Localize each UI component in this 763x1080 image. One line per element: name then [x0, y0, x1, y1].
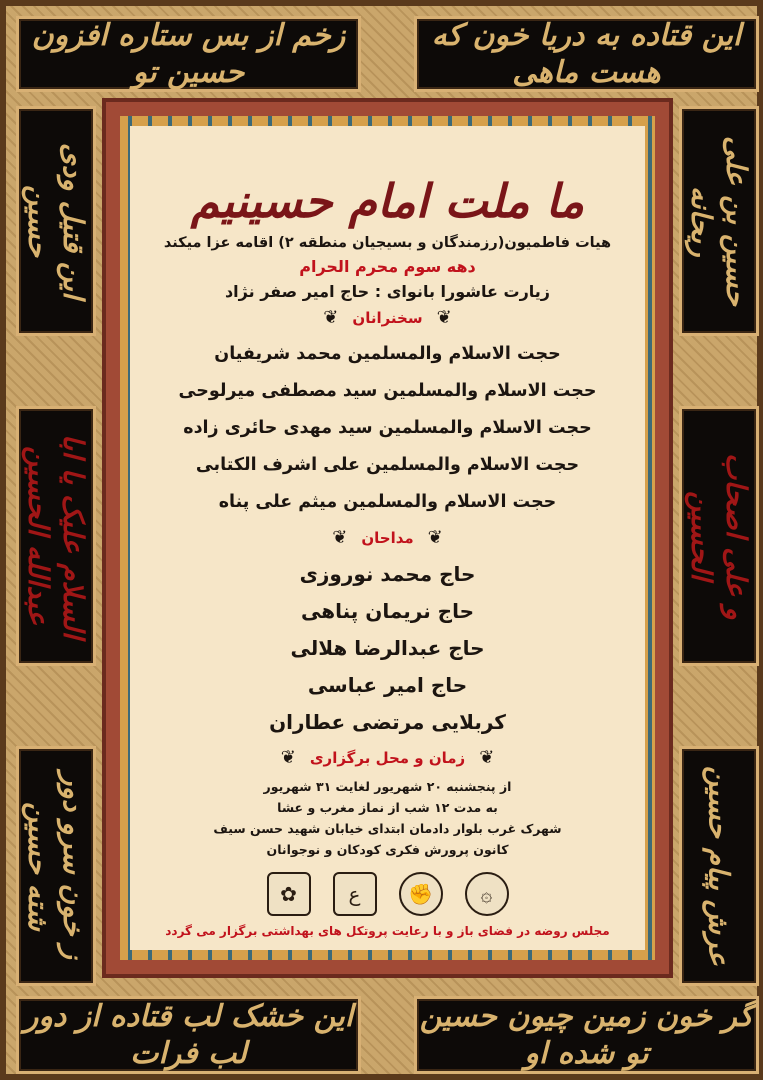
ornament-icon: ❦ — [332, 527, 348, 548]
time-heading — [130, 747, 645, 768]
banner-text: این خشک لب قتاده از دور لب فرات — [23, 998, 354, 1071]
banner-text: عرش پیام حسین — [702, 766, 736, 966]
madah-item: کربلایی مرتضی عطاران — [269, 710, 506, 734]
info-line: کانون پرورش فکری کودکان و نوجوانان — [266, 842, 509, 857]
madah-item: حاج امیر عباسی — [307, 673, 468, 697]
info-line: شهرک غرب بلوار دادمان ابتدای خیابان شهید حسن سیف — [213, 821, 562, 836]
banner-text: زخم از بس ستاره افزون حسین تو — [31, 17, 346, 90]
calligraphy-logo-icon: ع — [333, 872, 377, 916]
info-block — [130, 776, 645, 860]
madah-item: حاج نریمان پناهی — [301, 599, 474, 623]
speaker-item: حجت الاسلام والمسلمین علی اشرف الکتابی — [195, 455, 580, 475]
banner-top-left — [16, 16, 361, 92]
speakers-heading — [130, 307, 645, 328]
banner-text: و علی اصحاب الحسین — [685, 452, 753, 620]
banner-right-middle — [679, 406, 759, 666]
banner-text: ز خون سرو دور شته حسین — [22, 772, 90, 960]
banner-right-upper — [679, 106, 759, 336]
info-line: به مدت ۱۲ شب از نماز مغرب و عشا — [277, 800, 498, 815]
ornament-icon: ❦ — [280, 747, 296, 768]
center-frame — [102, 98, 673, 978]
ornament-icon: ❦ — [427, 527, 443, 548]
ziyarat-line: زیارت عاشورا بانوای : حاج امیر صفر نژاد — [224, 282, 551, 301]
madahan-heading — [130, 527, 645, 548]
poster-content — [130, 126, 645, 950]
madahan-heading-text: مداحان — [361, 528, 414, 547]
speaker-item: حجت الاسلام والمسلمین سید مصطفی میرلوحی — [178, 381, 597, 401]
decade-line: دهه سوم محرم الحرام — [299, 257, 476, 276]
banner-left-upper — [16, 106, 96, 336]
banner-text: این قتیل ودی حسین — [22, 143, 90, 299]
kanoon-logo-icon: ✿ — [267, 872, 311, 916]
banner-text: السلام علیک یا ابا عبدالله الحسین — [22, 433, 90, 639]
logo-row — [130, 872, 645, 916]
banner-bottom-left — [16, 996, 361, 1074]
madah-item: حاج عبدالرضا هلالی — [290, 636, 485, 660]
time-heading-text: زمان و محل برگزاری — [309, 748, 466, 767]
speakers-heading-text: سخنرانان — [352, 308, 423, 327]
organizer-line: هیات فاطمیون(رزمندگان و بسیجیان منطقه ۲) اقامه عزا میکند — [163, 235, 612, 251]
frame-border — [120, 116, 655, 960]
banner-left-lower — [16, 746, 96, 986]
banner-text: گر خون زمین چیون حسین تو شده او — [419, 998, 754, 1071]
ornament-icon: ❦ — [436, 307, 452, 328]
banner-left-middle — [16, 406, 96, 666]
ornament-icon: ❦ — [323, 307, 339, 328]
banner-right-lower — [679, 746, 759, 986]
fatemiyoun-logo-icon: ۞ — [465, 872, 509, 916]
banner-top-right — [414, 16, 759, 92]
poster-title: ما ملت امام حسینیم — [190, 174, 585, 228]
madah-item: حاج محمد نوروزی — [299, 562, 476, 586]
speaker-item: حجت الاسلام والمسلمین سید مهدی حائری زاده — [183, 418, 592, 438]
banner-text: این قتاده به دریا خون که هست ماهی — [431, 17, 742, 90]
speaker-item: حجت الاسلام والمسلمین میثم علی پناه — [218, 492, 557, 512]
footnote: مجلس روضه در فضای باز و با رعایت پروتکل های بهداشتی برگزار می گردد — [165, 924, 610, 938]
madahan-list — [130, 556, 645, 741]
speaker-item: حجت الاسلام والمسلمین محمد شریفیان — [214, 344, 561, 364]
ornament-icon: ❦ — [479, 747, 495, 768]
info-line: از پنجشنبه ۲۰ شهریور لغایت ۳۱ شهریور — [263, 779, 512, 794]
speakers-list — [130, 336, 645, 521]
banner-text: حسین بن علی ریحانه — [685, 136, 753, 306]
basij-logo-icon: ✊ — [399, 872, 443, 916]
banner-bottom-right — [414, 996, 759, 1074]
